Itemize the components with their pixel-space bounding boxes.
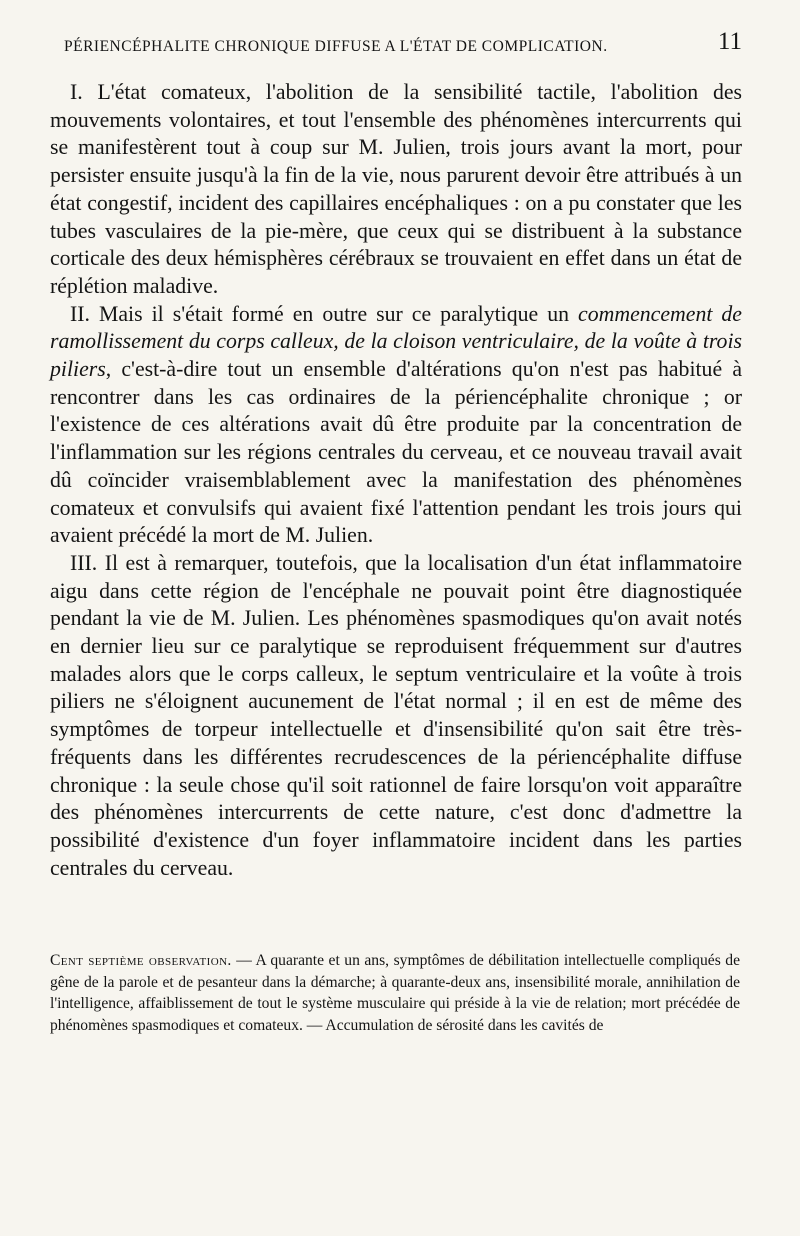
paragraph-2: [50, 301, 742, 550]
observation-heading: Cent septième observation.: [50, 952, 232, 970]
running-header: [50, 24, 742, 65]
observation-text: — A quarante et un ans, symptômes de débilitation intellectuelle compliqués de gêne de la parole et de pesanteur dans la démarche; à quarante-deux ans, insensibilité morale, annihilation de l'intelligence, affaiblissement de tout le système musculaire qui préside à la vie de relation; mort précédée de phénomènes spasmodiques et comateux. — Accumulation de sérosité dans les cavités de: [50, 952, 740, 1034]
page-number: 11: [717, 28, 742, 55]
paragraph-2-text-before: II. Mais il s'était formé en outre sur ce paralytique un: [70, 301, 579, 326]
observation-note: [50, 950, 742, 1036]
paragraph-2-italic-text: commencement de ramollissement du corps calleux, de la cloison ventriculaire, de la voûte à trois piliers: [50, 301, 742, 382]
paragraph-1: I. L'état comateux, l'abolition de la sensibilité tactile, l'abolition des mouvements volontaires, et tout l'ensemble des phénomènes intercurrents qui se manifestèrent tout à coup sur M. Julien, trois jours avant la mort, pour persister ensuite jusqu'à la fin de la vie, nous parurent devoir être attribués à un état congestif, incident des capillaires encéphaliques : on a pu constater que les tubes vasculaires de la pie-mère, que ceux qui se distribuent à la substance corticale des deux hémisphères cérébraux se trouvaient en effet dans un état de réplétion maladive.: [50, 80, 742, 298]
paragraph-3: III. Il est à remarquer, toutefois, que la localisation d'un état inflammatoire aigu dans cette région de l'encéphale ne pouvait point être diagnostiquée pendant la vie de M. Julien. Les phénomènes spasmodiques qu'on avait notés en dernier lieu sur ce paralytique se reproduisent fréquemment sur d'autres malades alors que le corps calleux, le septum ventriculaire et la voûte à trois piliers ne s'éloignent aucunement de l'état normal ; il en est de même des symptômes de torpeur intellectuelle et d'insensibilité qu'on sait être très-fréquents dans les différentes recrudescences de la périencéphalite diffuse chronique : la seule chose qu'il soit rationnel de faire lorsqu'on voit apparaître des phénomènes intercurrents de cette nature, c'est donc d'admettre la possibilité d'existence d'un foyer inflammatoire incident dans les parties centrales du cerveau.: [50, 550, 742, 880]
running-title: PÉRIENCÉPHALITE CHRONIQUE DIFFUSE A L'ÉTAT DE COMPLICATION.: [64, 38, 608, 55]
main-text: [50, 79, 742, 882]
paragraph-2-text-after: , c'est-à-dire tout un ensemble d'altérations qu'on n'est pas habitué à rencontrer dans les cas ordinaires de la périencéphalite chronique ; or l'existence de ces altérations avait dû être produite par la concentration de l'inflammation sur les régions centrales du cerveau, et ce nouveau travail avait dû coïncider vraisemblablement avec la manifestation des phénomènes comateux et convulsifs qui avaient fixé l'attention pendant les trois jours qui avaient précédé la mort de M. Julien.: [50, 357, 742, 548]
